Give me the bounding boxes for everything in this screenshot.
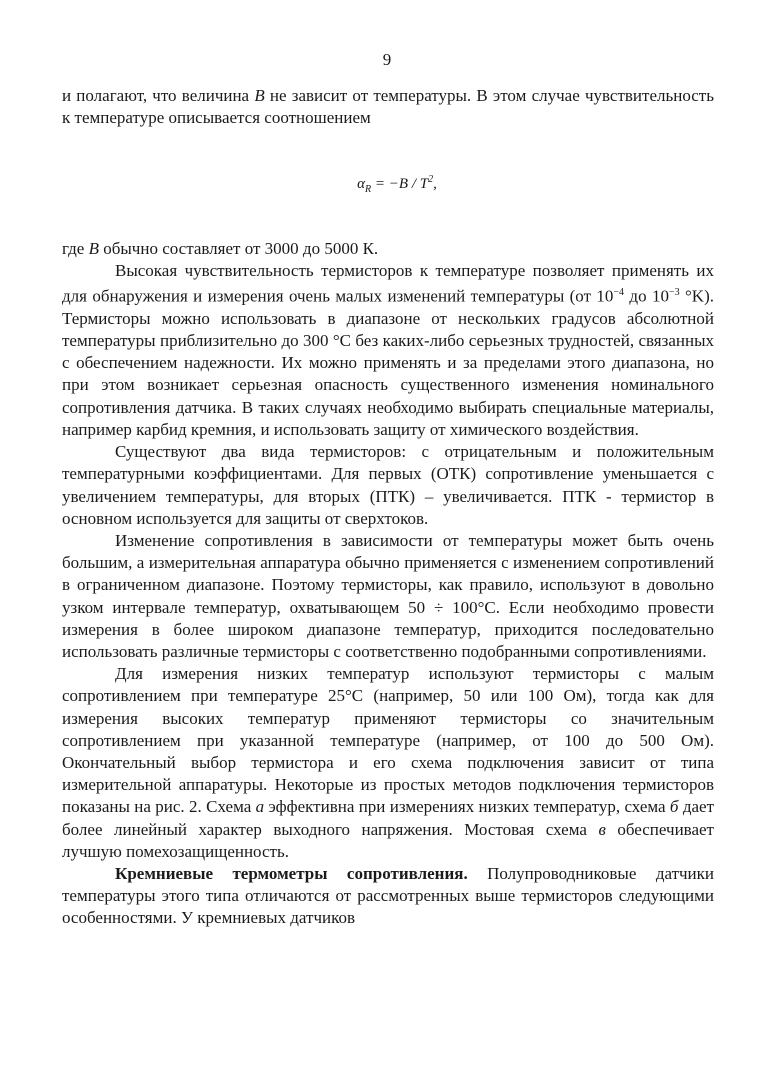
formula-sensitivity bbox=[62, 169, 714, 201]
formula-body: = −B / T bbox=[371, 176, 429, 193]
exponent: −4 bbox=[613, 287, 625, 299]
paragraph-1 bbox=[62, 85, 714, 129]
variable-b: B bbox=[254, 86, 265, 105]
text-run: не зависит от температуры. В этом случае чувствительность к температуре описывается соотношением bbox=[62, 86, 714, 128]
text-run: до 10 bbox=[624, 286, 669, 306]
variable-b: B bbox=[88, 238, 99, 258]
page-number: 9 bbox=[382, 50, 392, 69]
text-run: Полупроводниковые датчики температуры этого типа отличаются от рассмотренных выше термисторов следующими особенностями. У кремниевых датчиков bbox=[62, 863, 715, 928]
formula-alpha: α bbox=[357, 176, 366, 193]
text-run: Для измерения низких температур используют термисторы с малым сопротивлением при температуре 25°С (например, 50 или 100 Ом), тогда как для измерения высоких температур применяют термисторы со значительным сопротивлением при указанной температуре (например, от 100 до 500 Ом). Окончательный выбор термистора и его схема подключения зависит от типа измерительной аппаратуры. Некоторые из простых методов подключения термисторов показаны на рис. 2. Схема bbox=[62, 664, 714, 817]
scheme-label-b: б bbox=[669, 797, 679, 817]
text-run: обычно составляет от 3000 до 5000 К. bbox=[98, 238, 379, 258]
text-run: где bbox=[62, 238, 89, 258]
paragraph-5: Изменение сопротивления в зависимости от температуры может быть очень большим, а измерительная аппаратура обычно применяется с изменением сопротивлений в ограниченном диапазоне. Поэтому термисторы, как правило, используют в довольно узком интервале температур, охватывающем 50 ÷ 100°С. Если необходимо провести измерения в более широком диапазоне температур, приходится последовательно использовать различные термисторы с соответственно подобранными сопротивлениями. bbox=[62, 530, 714, 661]
text-run: Высокая чувствительность термисторов к температуре позволяет применять их для обнаружения и измерения очень малых изменений температуры (от 10 bbox=[62, 260, 714, 306]
text-run: обеспечивает лучшую помехозащищенность. bbox=[62, 819, 714, 861]
paragraph-7 bbox=[62, 863, 714, 930]
formula-subscript: R bbox=[365, 184, 372, 196]
body-text bbox=[62, 85, 714, 930]
scheme-label-c: в bbox=[598, 819, 606, 839]
section-heading: Кремниевые термометры сопротивления. bbox=[115, 863, 468, 883]
scheme-label-a: а bbox=[255, 797, 265, 817]
text-run: °K). Термисторы можно использовать в диапазоне от нескольких градусов абсолютной температуры приблизительно до 300 °С без каких-либо серьезных трудностей, связанных с обеспечением надежности. Их можно применять и за пределами этого диапазона, но при этом возникает серьезная опасность существенного изменения номинального сопротивления датчика. В таких случаях необходимо выбирать специальные материалы, например карбид кремния, и использовать защиту от химического воздействия. bbox=[62, 286, 714, 439]
exponent: −3 bbox=[668, 287, 680, 299]
text-run: эффективна при измерениях низких температур, схема bbox=[264, 797, 670, 817]
paragraph-3 bbox=[62, 260, 714, 441]
formula-tail: , bbox=[433, 176, 437, 193]
paragraph-2 bbox=[62, 238, 714, 260]
formula-exponent: 2 bbox=[428, 174, 434, 186]
text-run: дает более линейный характер выходного напряжения. Мостовая схема bbox=[62, 797, 715, 839]
paragraph-6 bbox=[62, 663, 714, 863]
paragraph-4: Существуют два вида термисторов: с отрицательным и положительным температурными коэффициентами. Для первых (ОТК) сопротивление уменьшается с увеличением температуры, для вторых (ПТК) – увеличивается. ПТК - термистор в основном используется для защиты от сверхтоков. bbox=[62, 442, 714, 528]
text-run: и полагают, что величина bbox=[62, 86, 255, 105]
